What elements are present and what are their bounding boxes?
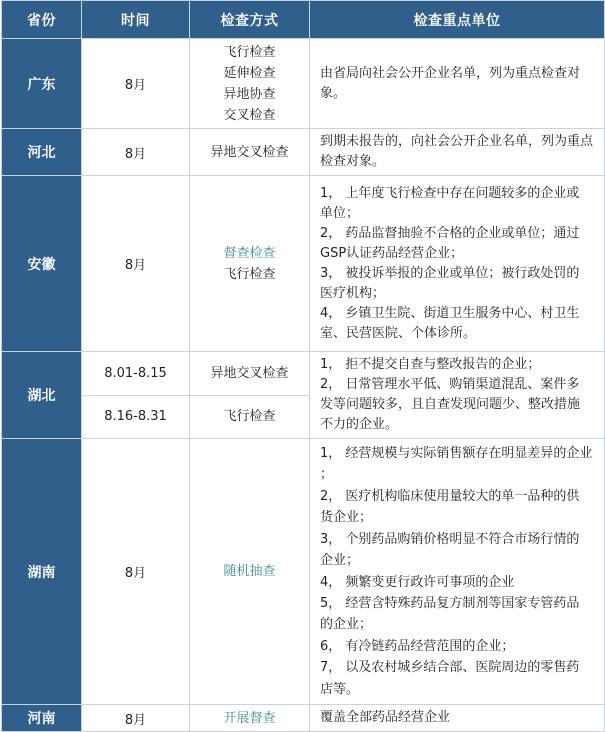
header-row xyxy=(2,1,605,39)
focus-line: 覆盖全部药品经营企业 xyxy=(320,710,451,725)
focus-line: 医疗机构； xyxy=(320,285,386,301)
method-cell xyxy=(190,176,310,352)
focus-line: 的企业； xyxy=(320,617,373,633)
time-cell: 8月 xyxy=(82,129,190,176)
focus-line: 1， 上年度飞行检查中存在问题较多的企业或 xyxy=(320,185,580,201)
province-cell: 湖北 xyxy=(2,352,82,439)
table-row xyxy=(2,176,605,352)
focus-cell xyxy=(310,439,605,705)
method-item: 异地协查 xyxy=(223,86,276,102)
header-focus: 检查重点单位 xyxy=(310,1,605,39)
table-row xyxy=(2,129,605,176)
focus-line: 1， 拒不提交自查与整改报告的企业； xyxy=(320,357,541,372)
method-cell xyxy=(190,705,310,732)
time-cell: 8.16-8.31 xyxy=(82,395,190,439)
focus-cell xyxy=(310,705,605,732)
method-item: 异地交叉检查 xyxy=(210,144,289,160)
focus-line: 室、民营医院、个体诊所。 xyxy=(320,325,477,341)
focus-line: 6， 有冷链药品经营范围的企业； xyxy=(320,638,515,654)
table-row xyxy=(2,439,605,705)
focus-line: 货企业； xyxy=(320,510,373,526)
method-item: 飞行检查 xyxy=(223,44,276,60)
header-method: 检查方式 xyxy=(190,1,310,39)
focus-line: GSP认证药品经营企业； xyxy=(320,245,464,261)
method-item: 飞行检查 xyxy=(223,266,276,282)
focus-cell xyxy=(310,39,605,129)
method-cell: 飞行检查 xyxy=(190,395,310,439)
focus-line: 1， 经营规模与实际销售额存在明显差异的企业 xyxy=(320,446,593,462)
focus-line: 到期未报告的，向社会公开企业名单，列为重点 xyxy=(320,134,594,149)
time-cell: 8月 xyxy=(82,705,190,732)
focus-line: 不力的企业。 xyxy=(320,417,399,432)
header-time: 时间 xyxy=(82,1,190,39)
focus-line: 象。 xyxy=(320,85,347,101)
focus-line: 3， 个别药品购销价格明显不符合市场行情的 xyxy=(320,531,580,547)
focus-line: 2， 医疗机构临床使用量较大的单一品种的供 xyxy=(320,488,580,504)
focus-line: 检查对象。 xyxy=(320,154,386,169)
focus-line: 由省局向社会公开企业名单，列为重点检查对 xyxy=(320,65,581,81)
focus-line: 2， 药品监督抽验不合格的企业或单位；通过 xyxy=(320,225,580,241)
focus-cell xyxy=(310,176,605,352)
method-item: 督查检查 xyxy=(223,245,276,261)
time-cell: 8月 xyxy=(82,439,190,705)
province-cell: 河北 xyxy=(2,129,82,176)
focus-line: 5， 经营含特殊药品复方制剂等国家专管药品 xyxy=(320,595,580,611)
time-cell: 8.01-8.15 xyxy=(82,352,190,396)
focus-line: 单位； xyxy=(320,205,360,221)
province-cell: 广东 xyxy=(2,39,82,129)
province-cell: 湖南 xyxy=(2,439,82,705)
method-cell xyxy=(190,129,310,176)
focus-line: 企业； xyxy=(320,553,360,569)
method-cell xyxy=(190,39,310,129)
focus-line: 4， 乡镇卫生院、街道卫生服务中心、村卫生 xyxy=(320,305,580,321)
focus-line: 发等问题较多，且自查发现问题少、整改措施 xyxy=(320,397,581,412)
method-item: 随机抽查 xyxy=(223,564,276,579)
table-row xyxy=(2,352,605,396)
table-row xyxy=(2,705,605,732)
method-cell: 异地交叉检查 xyxy=(190,352,310,396)
method-item: 交叉检查 xyxy=(223,107,276,123)
table-row xyxy=(2,39,605,129)
method-item: 延伸检查 xyxy=(223,65,276,81)
focus-line: 7， 以及农村城乡结合部、医院周边的零售药 xyxy=(320,660,580,676)
focus-line: 2， 日常管理水平低、购销渠道混乱、案件多 xyxy=(320,377,580,392)
focus-line: 4， 频繁变更行政许可事项的企业 xyxy=(320,574,515,590)
header-province: 省份 xyxy=(2,1,82,39)
focus-line: 店等。 xyxy=(320,681,360,697)
focus-line: ； xyxy=(320,467,334,483)
focus-line: 3， 被投诉举报的企业或单位；被行政处罚的 xyxy=(320,265,580,281)
time-cell: 8月 xyxy=(82,39,190,129)
method-item: 开展督查 xyxy=(223,710,276,726)
time-cell: 8月 xyxy=(82,176,190,352)
focus-cell xyxy=(310,352,605,439)
inspection-table xyxy=(1,0,605,732)
province-cell: 安徽 xyxy=(2,176,82,352)
province-cell: 河南 xyxy=(2,705,82,732)
method-cell xyxy=(190,439,310,705)
focus-cell xyxy=(310,129,605,176)
